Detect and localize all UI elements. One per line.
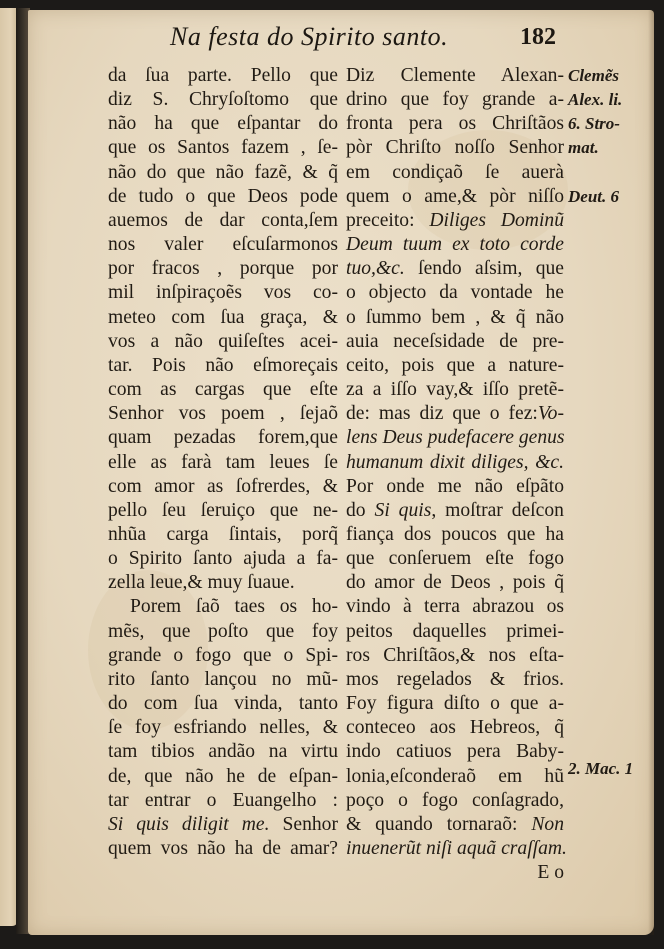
text-line: com amor as ſofrerdes, &: [108, 475, 338, 497]
text-line: lonia,eſconderaõ em hũ: [346, 765, 564, 787]
text-line: poço o fogo conſagrado,: [346, 789, 564, 811]
text-line: de tudo o que Deos pode: [108, 185, 338, 207]
latin-quote-line: humanum dixit diliges, &c.: [346, 451, 564, 473]
text-line: mil inſpiraçoẽs vos co-: [108, 282, 338, 304]
text-line: quem o ame,& pòr niſſo: [346, 185, 564, 207]
latin-quote: Si quis: [374, 499, 432, 521]
paragraph-start-line: Porem ſaõ taes os ho-: [130, 596, 338, 618]
text-fragment: ſendo aſsim, que: [404, 258, 564, 280]
text-line: auemos de dar conta,ſem: [108, 209, 338, 231]
page-number: 182: [520, 24, 556, 50]
text-fragment: & quando tornaraõ:: [346, 813, 532, 835]
margin-note: mat.: [568, 138, 599, 157]
latin-quote: Vo-: [537, 403, 564, 425]
margin-note: 2. Mac. 1: [568, 759, 634, 778]
text-line: não do que não fazẽ, & q̃: [108, 161, 338, 183]
margin-note: Deut. 6: [568, 187, 619, 206]
margin-note: Alex. li.: [568, 90, 623, 109]
text-line: por fracos , porque por: [108, 258, 338, 280]
text-line: mos regelados & frios.: [346, 668, 564, 690]
text-line: mẽs, que poſto que foy: [108, 620, 338, 642]
text-line: vos a não quiſeſtes acei-: [108, 330, 338, 352]
text-line: pello ſeu ſeruiço que ne-: [108, 499, 338, 521]
text-line: tam tibios andão na virtu: [108, 741, 338, 763]
text-line: o objecto da vontade he: [346, 282, 564, 304]
text-fragment: preceito:: [346, 209, 430, 231]
text-fragment: do: [346, 499, 375, 521]
text-line: nhũa carga ſintais, porq̃: [108, 523, 338, 545]
text-fragment: de: mas diz que o fez:: [346, 403, 538, 425]
latin-quote: Non: [531, 813, 564, 835]
text-line: grande o fogo que o Spi-: [108, 644, 338, 666]
text-line: [346, 499, 564, 523]
text-line: Por onde me não eſpãto: [346, 475, 564, 497]
text-line: o ſummo bem , & q̃ não: [346, 306, 564, 328]
margin-note: 6. Stro-: [568, 114, 620, 133]
text-line: quam pezadas forem,que: [108, 427, 338, 449]
text-line: conteceo aos Hebreos, q̃: [346, 717, 564, 739]
text-line: não ha que eſpantar do: [108, 113, 338, 135]
text-line: rito ſanto lançou no mũ-: [108, 668, 338, 690]
text-line: pòr Chriſto noſſo Senhor: [346, 137, 564, 159]
text-line: ceito, pois que a nature-: [346, 354, 564, 376]
text-line: [346, 257, 564, 281]
latin-quote: Si quis diligit me.: [108, 813, 270, 835]
text-line: za a iſſo vay,& iſſo pretẽ-: [346, 379, 564, 401]
text-line: do amor de Deos , pois q̃: [346, 572, 564, 594]
text-line: do com ſua vinda, tanto: [108, 693, 338, 715]
catchword: E o: [537, 862, 564, 884]
text-fragment: Senhor: [269, 813, 338, 835]
text-line: [346, 402, 564, 426]
text-line: vindo à terra abrazou os: [346, 596, 564, 618]
text-line: Senhor vos poem , ſejaõ: [108, 403, 338, 425]
text-line: ros Chriſtãos,& nos eſta-: [346, 644, 564, 666]
text-line: nos valer eſcuſarmonos: [108, 234, 338, 256]
right-column: [346, 64, 567, 885]
text-line: tar entrar o Euangelho :: [108, 789, 338, 811]
latin-quote: tuo,&c.: [346, 258, 405, 280]
text-line: peitos daquelles primei-: [346, 620, 564, 642]
text-line: zella leue,& muy ſuaue.: [108, 572, 295, 594]
text-line: que conſeruem eſte fogo: [346, 548, 564, 570]
text-line: drino que foy grande a-: [346, 89, 564, 111]
latin-quote: Diliges Dominũ: [429, 209, 564, 231]
text-line: [346, 813, 564, 837]
text-line: auia neceſsidade de pre-: [346, 330, 564, 352]
left-column: [108, 64, 338, 861]
text-line: que os Santos fazem , ſe-: [108, 137, 338, 159]
margin-note: Clemẽs: [568, 66, 619, 85]
text-line: o Spirito ſanto ajuda a fa-: [108, 548, 338, 570]
latin-quote-line: inuenerũt niſi aquã craſſam.: [346, 838, 567, 859]
text-line: elle as farà tam leues ſe: [108, 451, 338, 473]
text-line: fiança dos poucos que ha: [346, 523, 564, 545]
text-line: ſe foy esfriando nelles, &: [108, 717, 338, 739]
text-line: quem vos não ha de amar?: [108, 838, 338, 859]
text-line: diz S. Chryſoſtomo que: [108, 89, 338, 111]
text-line: de, que não he de eſpan-: [108, 765, 338, 787]
text-line: [346, 209, 564, 233]
latin-quote-line: Deum tuum ex toto corde: [346, 234, 564, 256]
latin-quote-line: lens Deus pudefacere genus: [346, 427, 565, 449]
text-line: tar. Pois não eſmoreçais: [108, 354, 338, 376]
text-line: da ſua parte. Pello que: [108, 65, 338, 86]
text-line: indo catiuos pera Baby-: [346, 741, 564, 763]
text-line: [108, 813, 338, 837]
text-line: meteo com ſua graça, &: [108, 306, 338, 328]
text-line: com as cargas que eſte: [108, 379, 338, 401]
text-line: em condiçaõ ſe auerà: [346, 161, 564, 183]
text-fragment: , moſtrar deſcon: [431, 499, 564, 521]
text-line: Foy figura diſto o que a-: [346, 693, 564, 715]
text-line: fronta pera os Chriſtãos: [346, 113, 564, 135]
running-title: Na festa do Spirito santo.: [170, 22, 449, 51]
text-line: Diz Clemente Alexan-: [346, 65, 564, 86]
